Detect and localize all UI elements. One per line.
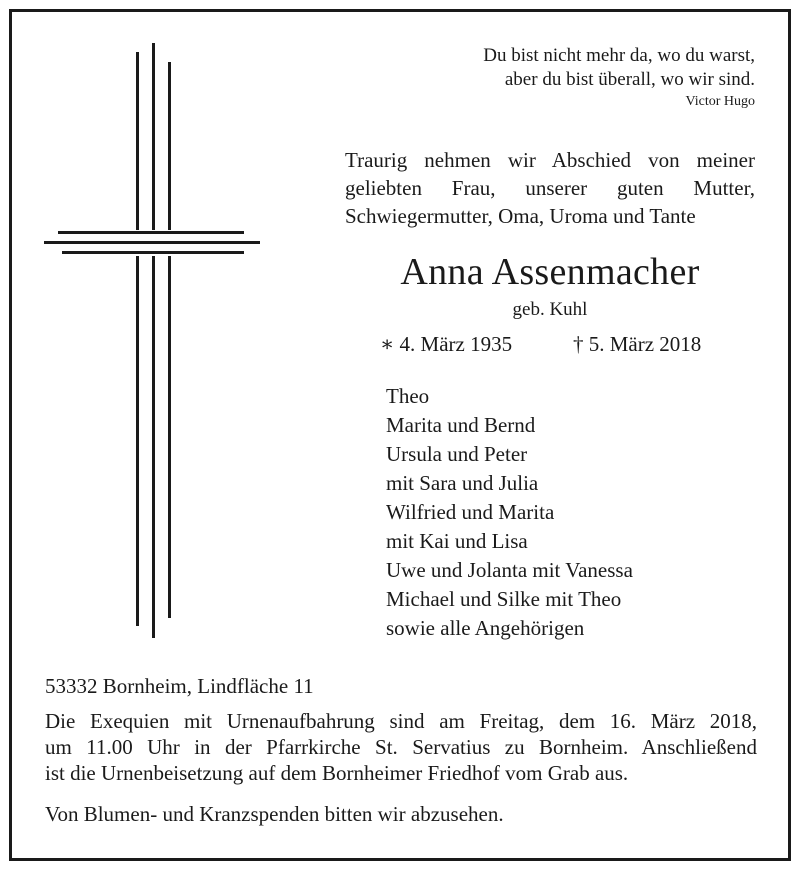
list-item: Theo xyxy=(386,384,430,408)
quote-line: aber du bist überall, wo wir sind. xyxy=(504,69,755,90)
intro-line: Traurig nehmen wir Abschied von meiner xyxy=(345,148,755,172)
maiden-name: geb. Kuhl xyxy=(512,299,588,320)
quote-block xyxy=(355,44,755,112)
list-item: Uwe und Jolanta mit Vanessa xyxy=(386,558,633,582)
list-item: Wilfried und Marita xyxy=(386,500,555,524)
birth-date: ∗ 4. März 1935 xyxy=(380,332,513,356)
address: 53332 Bornheim, Lindfläche 11 xyxy=(45,674,314,698)
cross-icon xyxy=(40,40,265,640)
list-item: Ursula und Peter xyxy=(386,442,528,466)
quote-line: Du bist nicht mehr da, wo du warst, xyxy=(483,45,755,66)
intro-text xyxy=(345,146,755,230)
intro-line: geliebten Frau, unserer guten Mutter, xyxy=(345,176,755,200)
quote-author: Victor Hugo xyxy=(685,94,755,109)
list-item: sowie alle Angehörigen xyxy=(386,616,585,640)
service-line: Die Exequien mit Urnenaufbahrung sind am Freitag, dem 16. März 2018, xyxy=(45,709,757,733)
family-list xyxy=(386,382,766,643)
service-line: um 11.00 Uhr in der Pfarrkirche St. Servatius zu Bornheim. Anschließend xyxy=(45,735,757,759)
list-item: mit Sara und Julia xyxy=(386,471,539,495)
service-info xyxy=(45,708,757,786)
intro-line: Schwiegermutter, Oma, Uroma und Tante xyxy=(345,204,696,228)
flowers-note: Von Blumen- und Kranzspenden bitten wir abzusehen. xyxy=(45,802,504,826)
list-item: Michael und Silke mit Theo xyxy=(386,587,622,611)
death-date: † 5. März 2018 xyxy=(573,332,702,356)
deceased-name: Anna Assenmacher xyxy=(400,251,700,293)
list-item: mit Kai und Lisa xyxy=(386,529,528,553)
list-item: Marita und Bernd xyxy=(386,413,536,437)
service-line: ist die Urnenbeisetzung auf dem Bornheimer Friedhof vom Grab aus. xyxy=(45,761,629,785)
